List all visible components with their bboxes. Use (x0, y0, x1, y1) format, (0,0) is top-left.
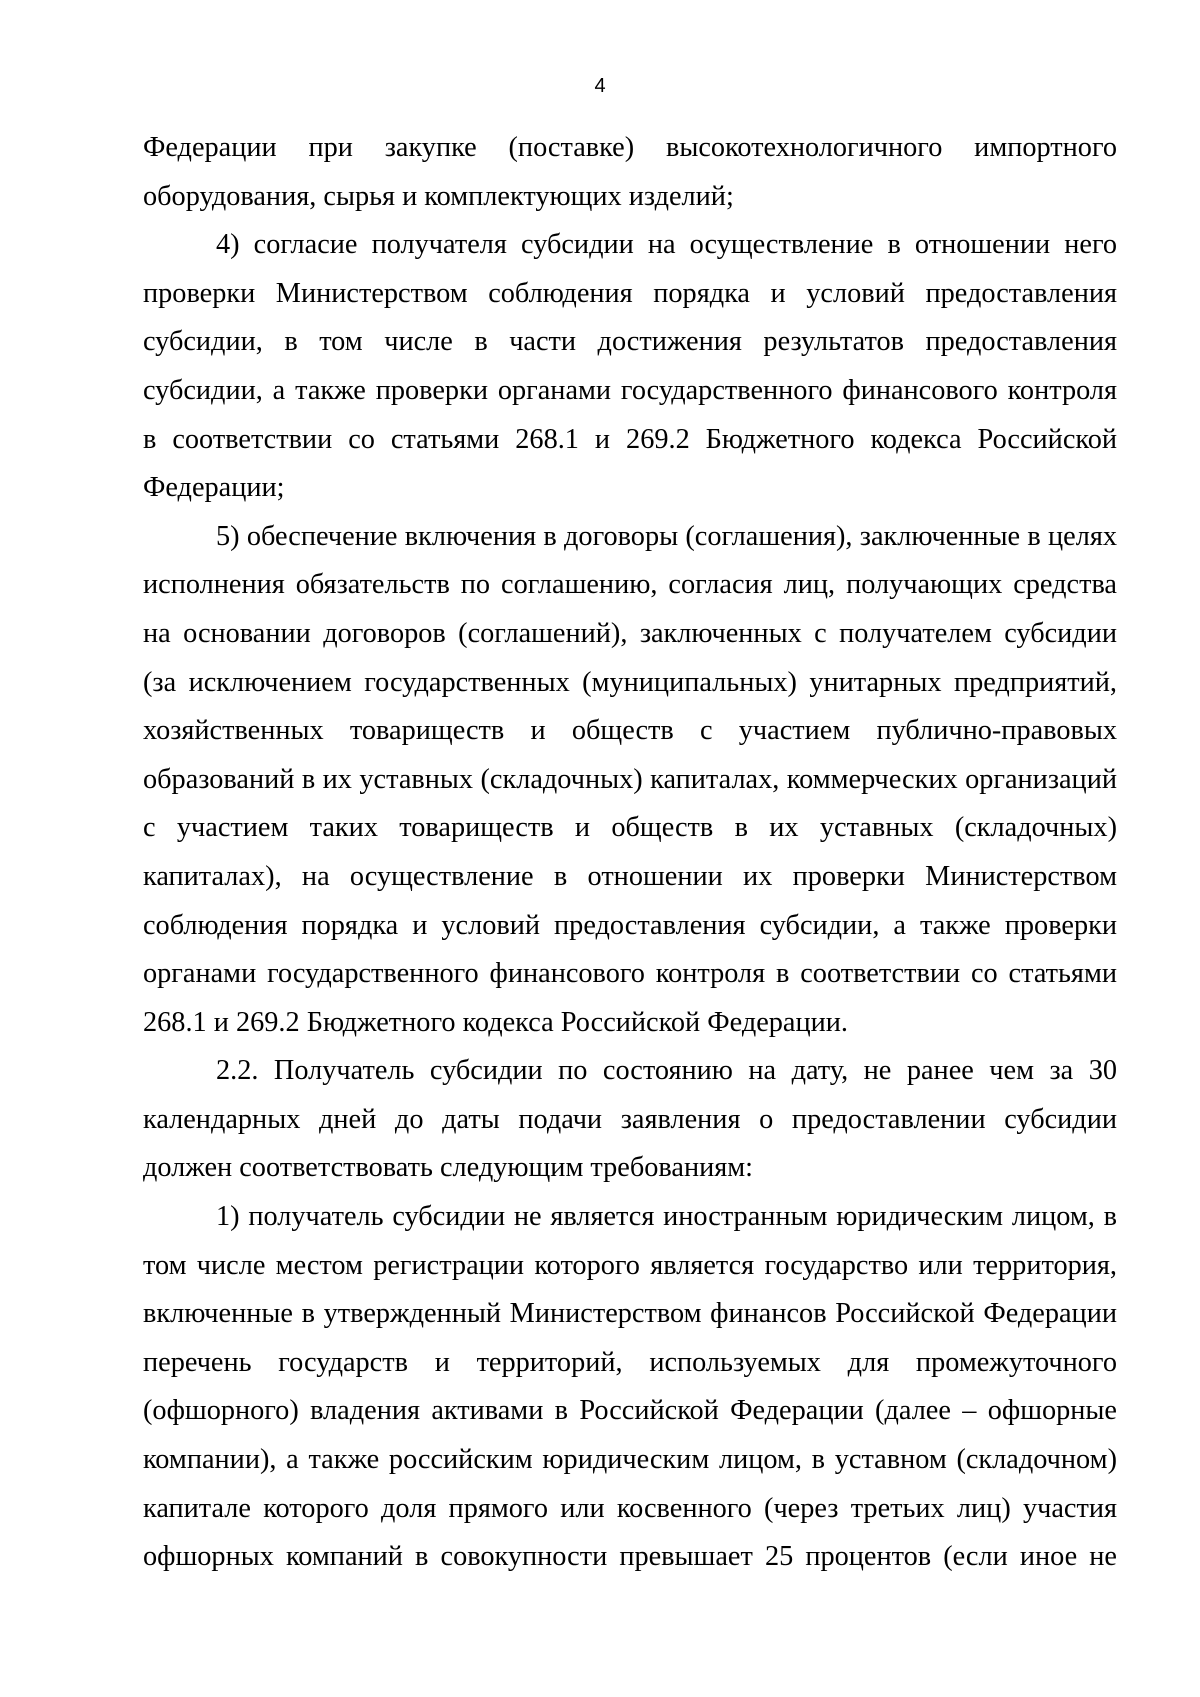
paragraph-item-4: 4) согласие получателя субсидии на осуществление в отношении него проверки Министерством соблюдения порядка и условий предоставления субсидии, в том числе в части достижения результатов предоставления субсидии, а также проверки органами государственного финансового контроля в соответствии со статьями 268.1 и 269.2 Бюджетного кодекса Российской Федерации; (143, 229, 1117, 504)
paragraph-requirement-1: 1) получатель субсидии не является иностранным юридическим лицом, в том числе местом регистрации которого является государство или территория, включенные в утвержденный Министерством финансов Российской Федерации перечень государств и территорий, используемых для промежуточного (офшорного) владения активами в Российской Федерации (далее – офшорные компании), а также российским юридическим лицом, в уставном (складочном) капитале которого доля прямого или косвенного (через третьих лиц) участия офшорных компаний в совокупности превышает 25 процентов (если иное не (143, 1201, 1117, 1573)
paragraph-item-5: 5) обеспечение включения в договоры (соглашения), заключенные в целях исполнения обязательств по соглашению, согласия лиц, получающих средства на основании договоров (соглашений), заключенных с получателем субсидии (за исключением государственных (муниципальных) унитарных предприятий, хозяйственных товариществ и обществ с участием публично-правовых образований в их уставных (складочных) капиталах, коммерческих организаций с участием таких товариществ и обществ в их уставных (складочных) капиталах), на осуществление в отношении их проверки Министерством соблюдения порядка и условий предоставления субсидии, а также проверки органами государственного финансового контроля в соответствии со статьями 268.1 и 269.2 Бюджетного кодекса Российской Федерации. (143, 520, 1117, 1038)
paragraph-continuation: Федерации при закупке (поставке) высокотехнологичного импортного оборудования, сырья и комплектующих изделий; (143, 132, 1117, 212)
document-body (143, 124, 1117, 1582)
paragraph-section-2-2: 2.2. Получатель субсидии по состоянию на дату, не ранее чем за 30 календарных дней до даты подачи заявления о предоставлении субсидии должен соответствовать следующим требованиям: (143, 1055, 1117, 1184)
page-number: 4 (594, 75, 606, 97)
